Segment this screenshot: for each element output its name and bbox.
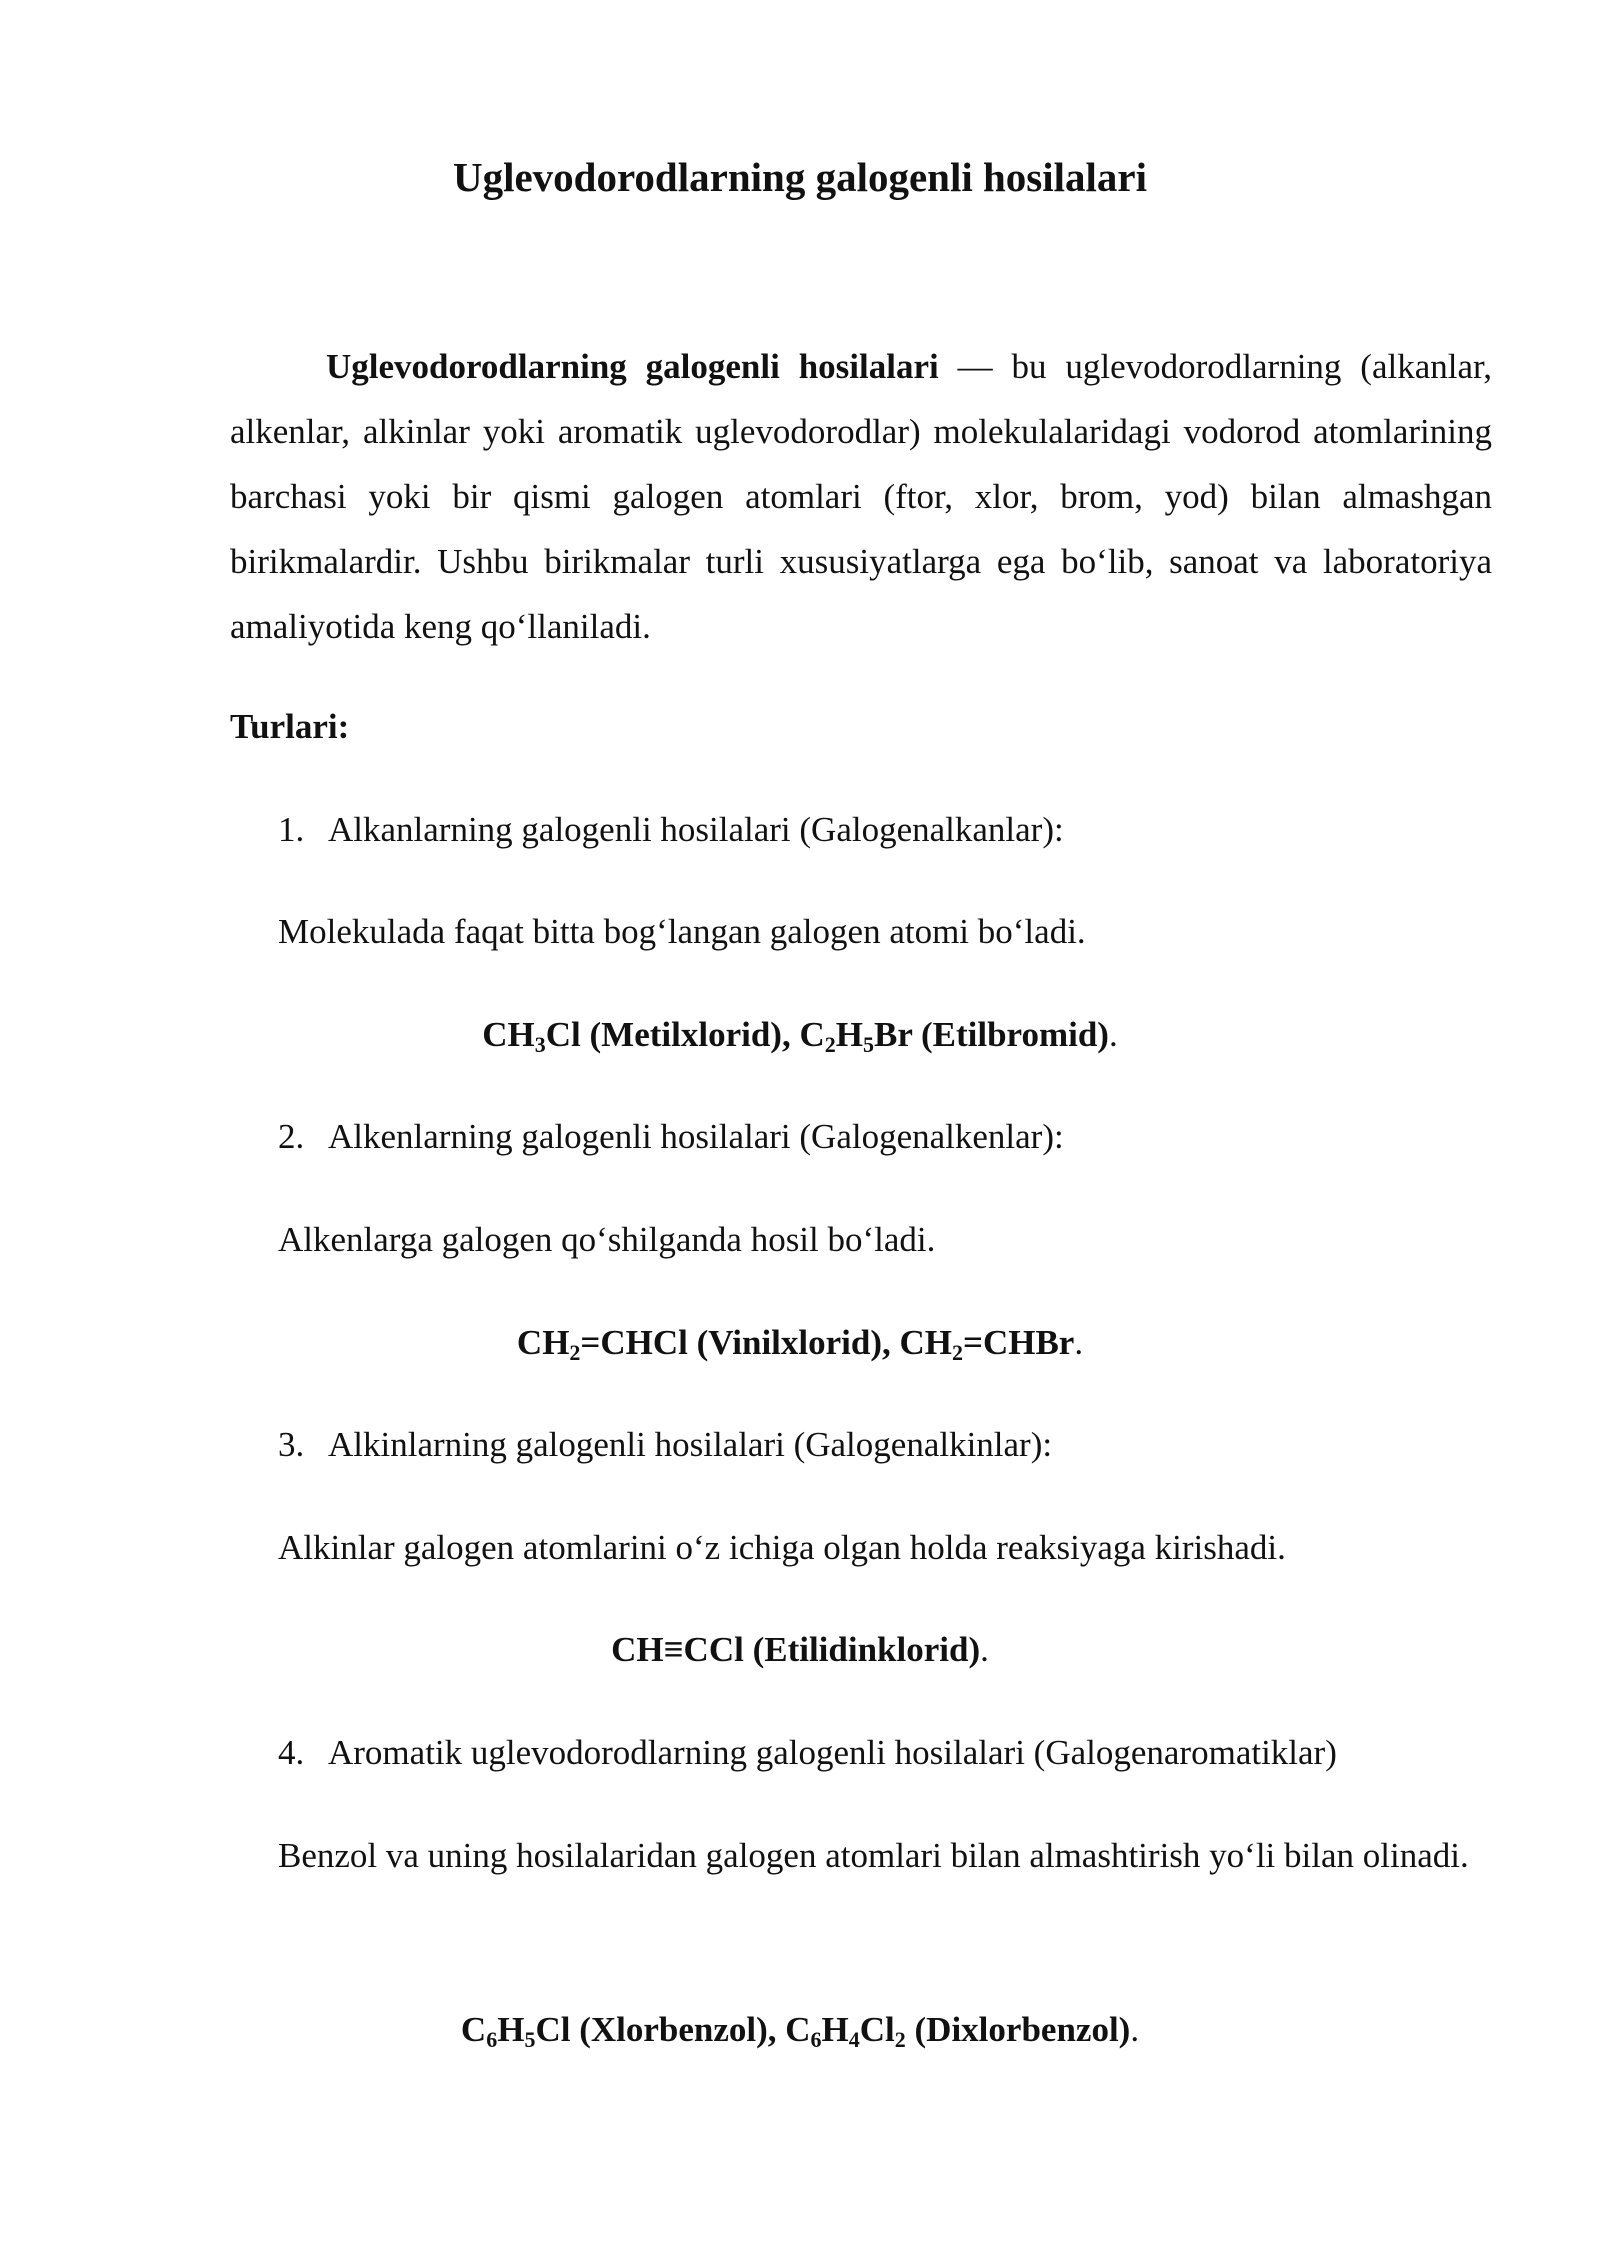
section-2-formula: $CH_2=CHCl$ (Vinilxlorid), $CH_2=CHBr$. — [516, 1323, 1084, 1365]
section-number: 3. — [278, 1425, 305, 1464]
section-3-formula: CH≡CCl (Etilidinklorid). — [611, 1630, 989, 1669]
section-4-heading — [278, 1728, 1337, 1778]
section-2-description: Alkenlarga galogen qo‘shilganda hosil bo‘ladi. — [278, 1220, 936, 1259]
section-title: Alkanlarning galogenli hosilalari (Galogenalkanlar): — [328, 810, 1064, 849]
section-title: Alkenlarning galogenli hosilalari (Galogenalkenlar): — [328, 1117, 1064, 1156]
section-number: 2. — [278, 1117, 305, 1156]
section-1-formula: $CH_3Cl$ (Metilxlorid), $C_2H_5Br$ (Etilbromid). — [482, 1015, 1118, 1057]
section-4-description: Benzol va uning hosilalaridan galogen atomlari bilan almashtirish yo‘li bilan olinadi. — [278, 1836, 1469, 1875]
intro-text: — bu uglevodorodlarning (alkanlar, alkenlar, alkinlar yoki aromatik uglevodorodlar) molekulalaridagi vodorod atomlarining barchasi yoki bir qismi galogen atomlari (ftor, xlor, brom, yod) bilan almashgan birikmalardir. Ushbu birikmalar turli xususiyatlarga ega bo‘lib, sanoat va laboratoriya amaliyotida keng qo‘llaniladi. — [230, 347, 1492, 646]
section-title: Aromatik uglevodorodlarning galogenli hosilalari (Galogenaromatiklar) — [328, 1733, 1337, 1772]
section-title: Alkinlarning galogenli hosilalari (Galogenalkinlar): — [328, 1425, 1053, 1464]
intro-paragraph — [230, 334, 1492, 659]
section-number: 1. — [278, 810, 305, 849]
section-number: 4. — [278, 1733, 305, 1772]
section-3-description: Alkinlar galogen atomlarini o‘z ichiga olgan holda reaksiyaga kirishadi. — [278, 1528, 1286, 1567]
section-2-heading — [278, 1112, 1064, 1162]
section-1-heading — [278, 805, 1064, 855]
document-title: Uglevodorodlarning galogenli hosilalari — [452, 154, 1148, 200]
intro-lead-term: Uglevodorodlarning galogenli hosilalari — [326, 347, 939, 386]
section-1-description: Molekulada faqat bitta bog‘langan galogen atomi bo‘ladi. — [278, 912, 1086, 951]
section-4-formula: $C_6H_5Cl$ (Xlorbenzol), $C_6H_4Cl_2$ (Dixlorbenzol). — [460, 2010, 1140, 2052]
section-3-heading — [278, 1420, 1052, 1470]
types-heading: Turlari: — [230, 707, 350, 746]
